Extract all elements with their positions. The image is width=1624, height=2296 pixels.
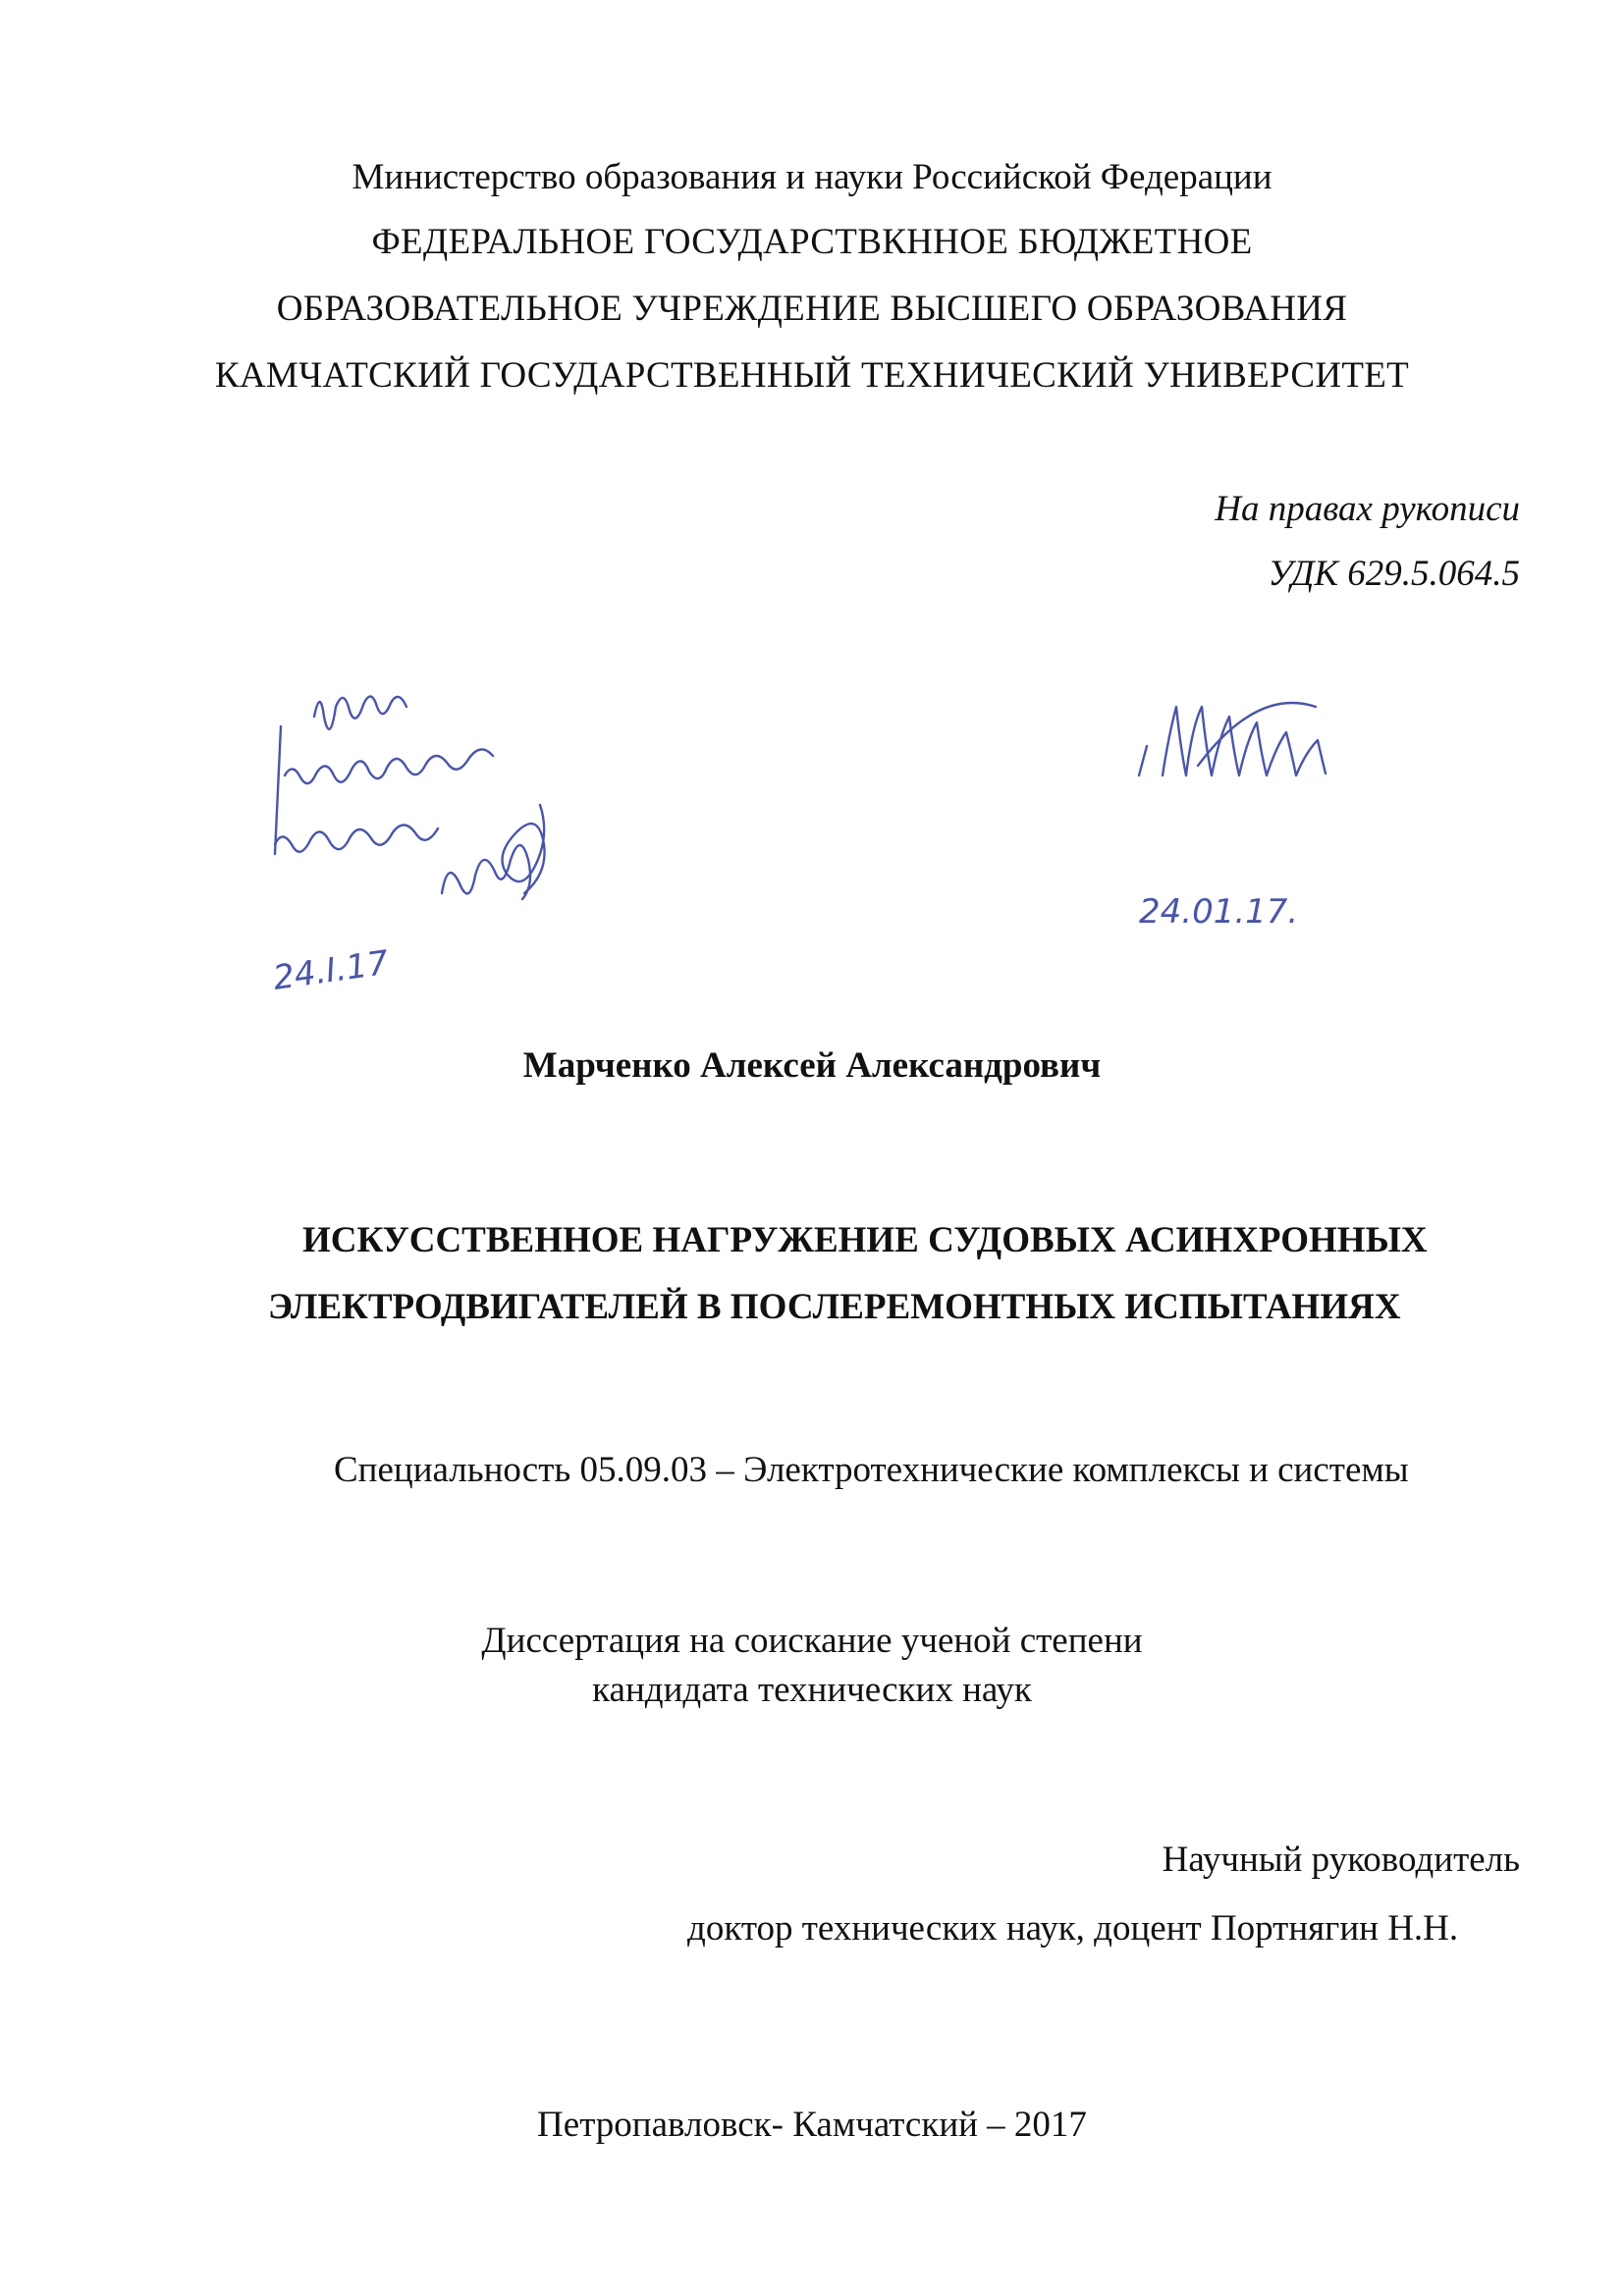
institution-line-3: КАМЧАТСКИЙ ГОСУДАРСТВЕННЫЙ ТЕХНИЧЕСКИЙ УНИВЕРСИТЕТ xyxy=(214,355,1410,396)
ministry-line: Министерство образования и науки Российской Федерации xyxy=(352,157,1272,197)
left-date: 24.I.17 xyxy=(270,942,392,998)
institution-line-2: ОБРАЗОВАТЕЛЬНОЕ УЧРЕЖДЕНИЕ ВЫСШЕГО ОБРАЗОВАНИЯ xyxy=(276,289,1348,329)
title-line-1: ИСКУССТВЕННОЕ НАГРУЖЕНИЕ СУДОВЫХ АСИНХРОННЫХ xyxy=(302,1220,1428,1260)
right-date: 24.01.17. xyxy=(1139,892,1299,932)
author-name: Марченко Алексей Александрович xyxy=(522,1045,1102,1086)
specialty-line: Специальность 05.09.03 – Электротехнические комплексы и системы xyxy=(334,1450,1409,1490)
city-year: Петропавловск- Камчатский – 2017 xyxy=(537,2105,1087,2145)
supervisor-name: доктор технических наук, доцент Портнягин Н.Н. xyxy=(687,1908,1459,1949)
institution-line-1: ФЕДЕРАЛЬНОЕ ГОСУДАРСТВКННОЕ БЮДЖЕТНОЕ xyxy=(371,222,1253,262)
handwritten-approval-note xyxy=(245,658,599,1031)
degree-line-2: кандидата технических наук xyxy=(592,1670,1032,1710)
title-line-2: ЭЛЕКТРОДВИГАТЕЛЕЙ В ПОСЛЕРЕМОНТНЫХ ИСПЫТАНИЯХ xyxy=(268,1287,1401,1327)
degree-line-1: Диссертация на соискание ученой степени xyxy=(481,1621,1143,1661)
supervisor-label: Научный руководитель xyxy=(1162,1840,1520,1880)
handwritten-signature xyxy=(1119,648,1414,962)
manuscript-rights: На правах рукописи xyxy=(1215,489,1520,529)
udk-code: УДК 629.5.064.5 xyxy=(1268,554,1520,594)
